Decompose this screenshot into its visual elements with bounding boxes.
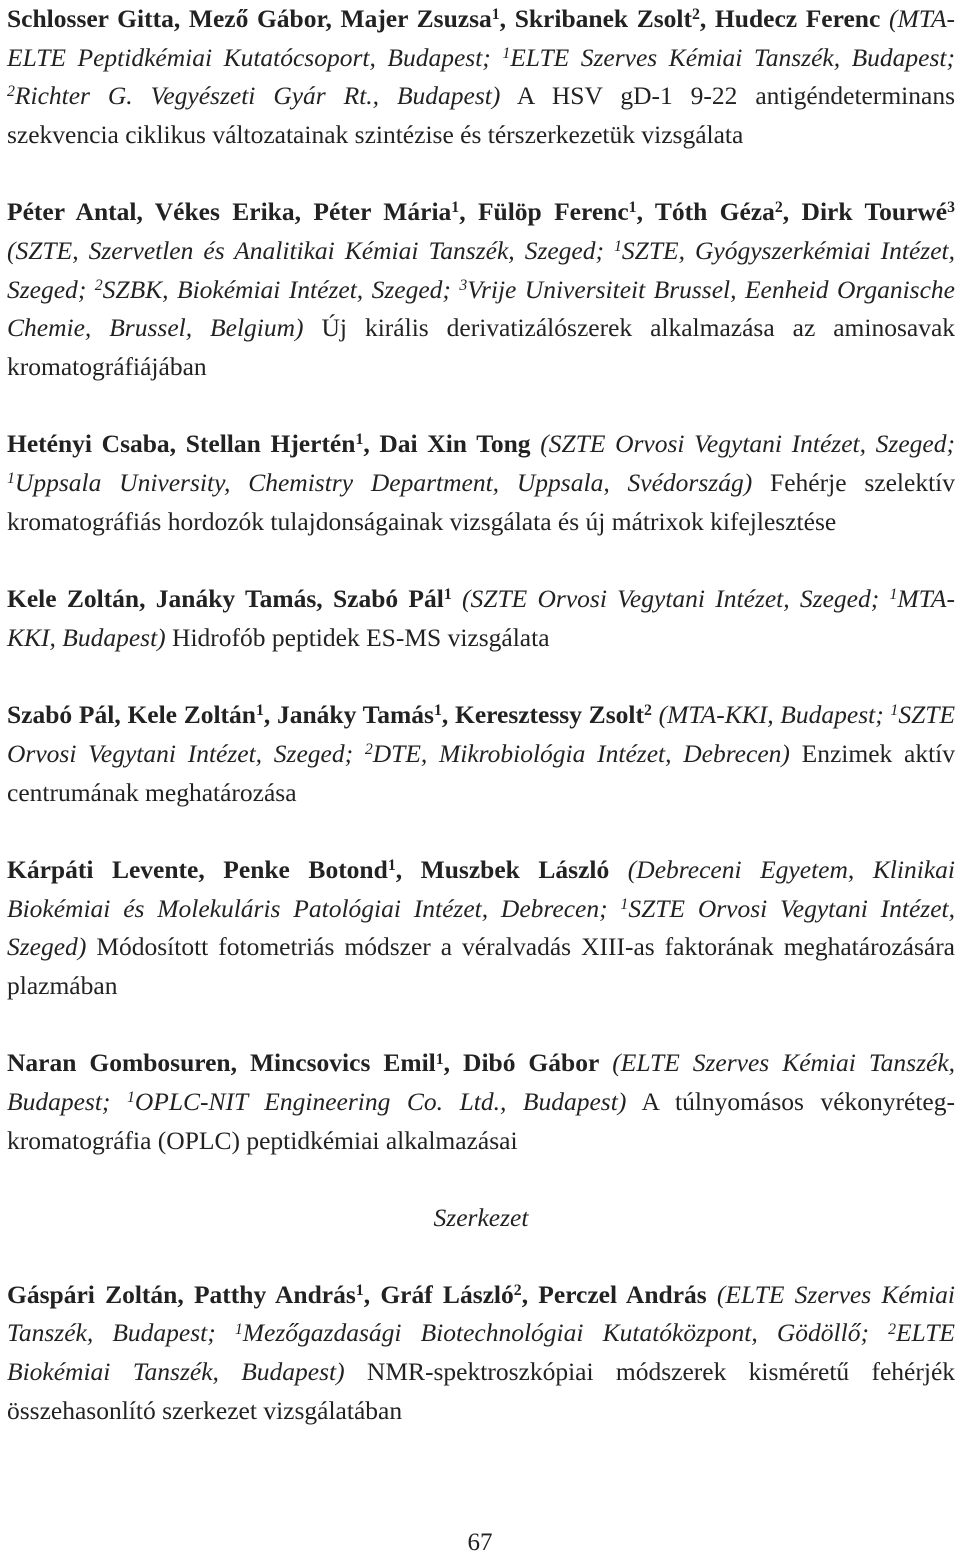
- author-affiliation-mark: 1: [451, 199, 460, 217]
- abstract-entry: [7, 0, 955, 154]
- affiliation-text: MTA-KKI, Budapest: [7, 584, 955, 652]
- author-name: Szabó Pál: [7, 700, 115, 730]
- affiliation-mark: 1: [234, 1320, 243, 1338]
- abstract-entry: [7, 580, 955, 657]
- abstract-list: [7, 0, 955, 1160]
- abstract-entry: [7, 696, 955, 812]
- affiliation-text: MTA-ELTE Peptidkémiai Kutatócsoport, Budapest: [7, 4, 956, 72]
- author-affiliation-mark: 1: [355, 431, 364, 449]
- author-name: Keresztessy Zsolt: [454, 700, 644, 730]
- affiliation-text: ELTE Szerves Kémiai Tanszék, Budapest: [510, 42, 947, 72]
- author-affiliation-mark: 2: [774, 199, 783, 217]
- author-affiliation-mark: 1: [387, 857, 396, 875]
- entry-title: Fehérje szelektív kromatográfiás hordozók tulajdonságainak vizsgálata és új mátrixok kifejlesztése: [7, 467, 955, 536]
- entry-affiliations: (ELTE Szerves Kémiai Tanszék, Budapest; $^1$OPLC-NIT Engineering Co. Ltd., Budapest): [7, 1048, 956, 1117]
- author-name: Mező Gábor: [188, 4, 326, 33]
- entry-title: Enzimek aktív centrumának meghatározása: [7, 738, 955, 807]
- affiliation-text: Vrije Universiteit Brussel, Eenheid Organische Chemie, Brussel, Belgium: [7, 274, 955, 343]
- affiliation-text: SZTE Orvosi Vegytani Intézet, Szeged: [7, 893, 956, 962]
- entry-affiliations: (SZTE, Szervetlen és Analitikai Kémiai Tanszék, Szeged; $^1$SZTE, Gyógyszerkémiai Intézet, Szeged; $^2$SZBK, Biokémiai Intézet, Szeged; $^3$Vrije Universiteit Brussel, Eenheid Organische Chemie, Brussel, Belgium): [7, 235, 955, 343]
- author-affiliation-mark: 1: [443, 586, 452, 604]
- entry-affiliations: (SZTE Orvosi Vegytani Intézet, Szeged; $^1$Uppsala University, Chemistry Department, Uppsala, Svédország): [7, 429, 955, 497]
- section-heading: Szerkezet: [433, 1203, 529, 1233]
- page-number: 67: [467, 1529, 493, 1556]
- affiliation-mark: 1: [502, 44, 511, 62]
- document-page: [7, 0, 955, 1469]
- affiliation-text: SZTE Orvosi Vegytani Intézet, Szeged: [548, 429, 947, 459]
- entry-title: Módosított fotometriás módszer a véralvadás XIII-as faktorának meghatározására plazmában: [7, 932, 956, 1000]
- author-name: Péter Mária: [313, 197, 452, 227]
- affiliation-mark: 2: [888, 1320, 896, 1338]
- author-name: Gáspári Zoltán: [7, 1279, 178, 1309]
- entry-authors: Kele Zoltán, Janáky Tamás, Szabó Pál$^1$: [7, 584, 452, 614]
- author-affiliation-mark: 2: [691, 6, 700, 24]
- entry-title: Hidrofób peptidek ES-MS vizsgálata: [172, 622, 550, 652]
- affiliation-text: Uppsala University, Chemistry Department, Uppsala, Svédország: [14, 467, 744, 497]
- entry-authors: Szabó Pál, Kele Zoltán$^1$, Janáky Tamás$^1$, Keresztessy Zsolt$^2$: [7, 700, 652, 730]
- entry-authors: Péter Antal, Vékes Erika, Péter Mária$^1$, Fülöp Ferenc$^1$, Tóth Géza$^2$, Dirk Tourwé$^3$: [7, 197, 956, 227]
- author-name: Janáky Tamás: [277, 700, 434, 730]
- affiliation-mark: 1: [7, 470, 15, 488]
- affiliation-text: SZTE Orvosi Vegytani Intézet, Szeged: [470, 584, 871, 614]
- author-name: Dibó Gábor: [463, 1048, 600, 1078]
- affiliation-text: SZTE Orvosi Vegytani Intézet, Szeged: [7, 700, 956, 768]
- affiliation-text: DTE, Mikrobiológia Intézet, Debrecen: [372, 738, 782, 768]
- author-affiliation-mark: 1: [435, 1050, 444, 1068]
- abstract-list-structure: [7, 1276, 955, 1430]
- author-name: Mincsovics Emil: [249, 1048, 436, 1078]
- author-name: Perczel András: [538, 1279, 707, 1309]
- author-name: Tóth Géza: [654, 197, 775, 227]
- author-name: Hudecz Ferenc: [714, 4, 881, 33]
- entry-affiliations: (SZTE Orvosi Vegytani Intézet, Szeged; $^1$MTA-KKI, Budapest): [7, 584, 955, 652]
- affiliation-mark: 1: [126, 1089, 135, 1107]
- author-affiliation-mark: 1: [255, 702, 264, 720]
- affiliation-mark: 2: [364, 741, 373, 759]
- author-name: Péter Antal: [7, 197, 137, 227]
- author-name: Vékes Erika: [154, 197, 295, 227]
- entry-authors: Hetényi Csaba, Stellan Hjertén$^1$, Dai Xin Tong: [7, 429, 531, 459]
- author-name: Dai Xin Tong: [379, 429, 531, 459]
- abstract-entry: [7, 193, 955, 386]
- author-affiliation-mark: 3: [947, 199, 956, 217]
- affiliation-text: SZTE, Szervetlen és Analitikai Kémiai Tanszék, Szeged: [15, 235, 596, 265]
- affiliation-text: Richter G. Vegyészeti Gyár Rt., Budapest: [14, 81, 492, 111]
- author-affiliation-mark: 1: [491, 6, 500, 24]
- affiliation-text: Mezőgazdasági Biotechnológiai Kutatóközpont, Gödöllő: [242, 1318, 861, 1348]
- entry-affiliations: (ELTE Szerves Kémiai Tanszék, Budapest; $^1$Mezőgazdasági Biotechnológiai Kutatóközpont, Gödöllő; $^2$ELTE Biokémiai Tanszék, Budapest): [7, 1279, 956, 1387]
- affiliation-text: ELTE Szerves Kémiai Tanszék, Budapest: [7, 1048, 956, 1117]
- author-name: Kele Zoltán: [127, 700, 256, 730]
- author-name: Hetényi Csaba: [7, 429, 170, 459]
- affiliation-text: OPLC-NIT Engineering Co. Ltd., Budapest: [134, 1087, 618, 1117]
- entry-authors: Naran Gombosuren, Mincsovics Emil$^1$, Dibó Gábor: [7, 1048, 600, 1078]
- author-affiliation-mark: 1: [433, 702, 442, 720]
- entry-title: A HSV gD-1 9-22 antigéndeterminans szekvencia ciklikus változatainak szintézise és térszerkezetük vizsgálata: [7, 81, 956, 149]
- author-name: Penke Botond: [223, 855, 388, 885]
- affiliation-mark: 1: [614, 238, 622, 256]
- author-name: Stellan Hjertén: [185, 429, 356, 459]
- entry-title: NMR-spektroszkópiai módszerek kisméretű fehérjék összehasonlító szerkezet vizsgálatában: [7, 1357, 956, 1425]
- author-name: Janáky Tamás: [155, 584, 317, 614]
- abstract-entry: [7, 1044, 955, 1160]
- affiliation-mark: 3: [459, 276, 468, 294]
- affiliation-text: MTA-KKI, Budapest: [667, 700, 876, 730]
- entry-title: A túlnyomásos vékonyréteg-kromatográfia (OPLC) peptidkémiai alkalmazásai: [7, 1087, 955, 1155]
- entry-authors: Gáspári Zoltán, Patthy András$^1$, Gráf László$^2$, Perczel András: [7, 1279, 707, 1309]
- entry-affiliations: (MTA-KKI, Budapest; $^1$SZTE Orvosi Vegytani Intézet, Szeged; $^2$DTE, Mikrobiológia Intézet, Debrecen): [7, 700, 956, 768]
- entry-affiliations: (Debreceni Egyetem, Klinikai Biokémiai és Molekuláris Patológiai Intézet, Debrecen; $^1$SZTE Orvosi Vegytani Intézet, Szeged): [7, 855, 956, 962]
- author-affiliation-mark: 2: [643, 702, 652, 720]
- entry-affiliations: (MTA-ELTE Peptidkémiai Kutatócsoport, Budapest; $^1$ELTE Szerves Kémiai Tanszék, Budapest; $^2$Richter G. Vegyészeti Gyár Rt., Budapest): [7, 4, 956, 111]
- author-name: Skribanek Zsolt: [514, 4, 692, 33]
- entry-title: Új királis derivatizálószerek alkalmazása az aminosavak kromatográfiájában: [7, 313, 956, 381]
- author-name: Patthy András: [193, 1279, 356, 1309]
- author-name: Naran Gombosuren: [7, 1048, 231, 1078]
- author-name: Szabó Pál: [332, 584, 444, 614]
- affiliation-mark: 1: [620, 895, 629, 913]
- author-affiliation-mark: 1: [355, 1281, 364, 1299]
- author-name: Gráf László: [380, 1279, 514, 1309]
- affiliation-text: SZTE, Gyógyszerkémiai Intézet, Szeged: [7, 235, 955, 304]
- affiliation-mark: 2: [94, 276, 103, 294]
- author-name: Kele Zoltán: [7, 584, 140, 614]
- author-name: Majer Zsuzsa: [340, 4, 492, 33]
- affiliation-mark: 1: [889, 586, 898, 604]
- entry-authors: Schlosser Gitta, Mező Gábor, Majer Zsuzsa$^1$, Skribanek Zsolt$^2$, Hudecz Ferenc: [7, 4, 881, 33]
- affiliation-text: Debreceni Egyetem, Klinikai Biokémiai és Molekuláris Patológiai Intézet, Debrecen: [7, 855, 955, 923]
- author-name: Muszbek László: [420, 855, 610, 885]
- abstract-entry: [7, 1276, 955, 1430]
- affiliation-text: ELTE Szerves Kémiai Tanszék, Budapest: [7, 1279, 956, 1348]
- affiliation-text: SZBK, Biokémiai Intézet, Szeged: [102, 274, 443, 304]
- entry-authors: Kárpáti Levente, Penke Botond$^1$, Muszbek László: [7, 855, 610, 885]
- affiliation-text: ELTE Biokémiai Tanszék, Budapest: [7, 1318, 955, 1387]
- abstract-entry: [7, 851, 955, 1005]
- affiliation-mark: 2: [7, 83, 15, 101]
- author-name: Schlosser Gitta: [7, 4, 174, 33]
- author-affiliation-mark: 1: [628, 199, 637, 217]
- author-name: Fülöp Ferenc: [477, 197, 629, 227]
- author-name: Kárpáti Levente: [7, 855, 199, 885]
- author-affiliation-mark: 2: [513, 1281, 522, 1299]
- abstract-entry: [7, 425, 955, 541]
- affiliation-mark: 1: [890, 702, 899, 720]
- author-name: Dirk Tourwé: [801, 197, 948, 227]
